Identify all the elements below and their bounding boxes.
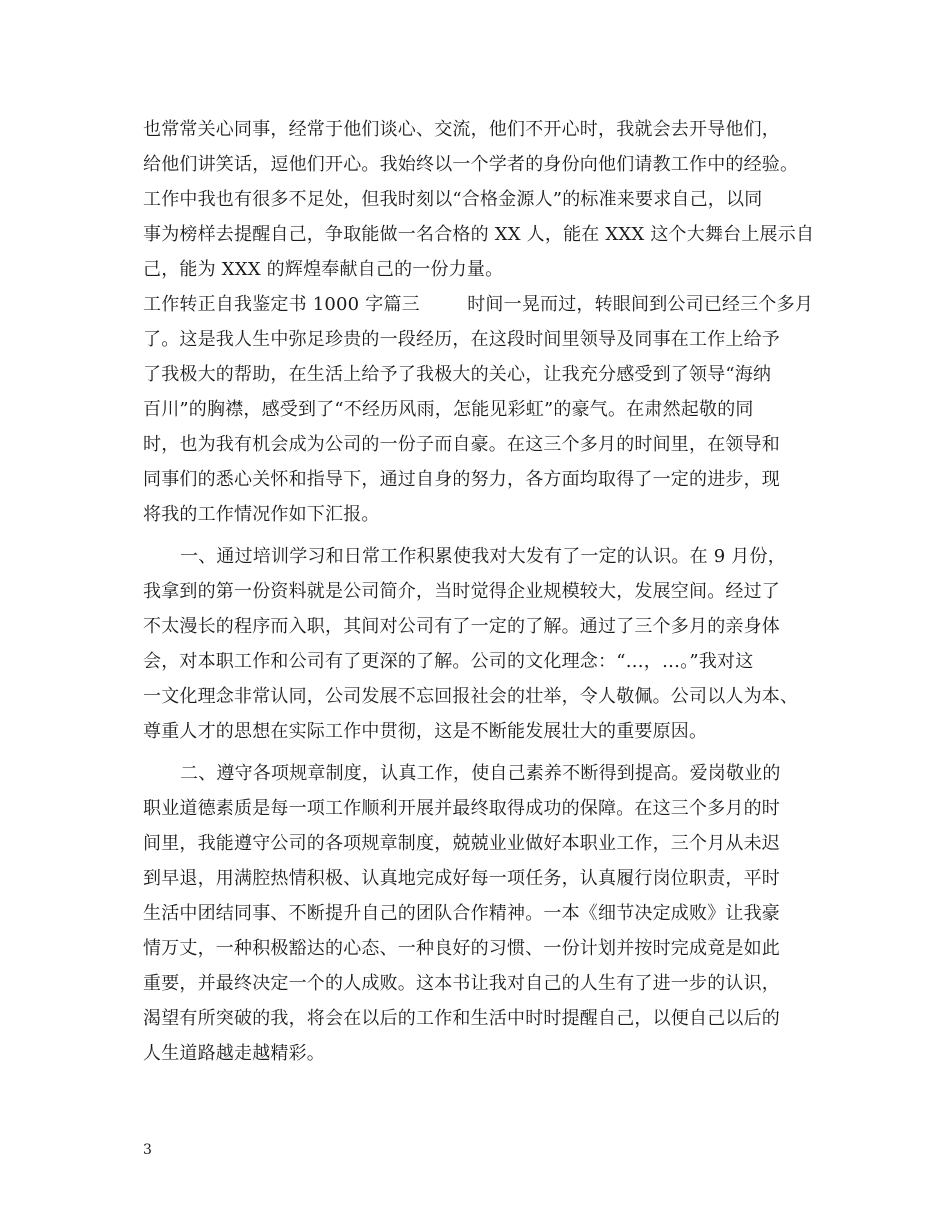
text-line: 会，对本职工作和公司有了更深的了解。公司的文化理念：“…，…。”我对这: [143, 651, 754, 672]
text-line: 重要，并最终决定一个的人成败。这本书让我对自己的人生有了进一步的认识，: [143, 973, 780, 994]
text-line: 了。这是我人生中弥足珍贵的一段经历，在这段时间里领导及同事在工作上给予: [143, 329, 780, 350]
text-line: 给他们讲笑话，逗他们开心。我始终以一个学者的身份向他们请教工作中的经验。: [143, 154, 799, 175]
text-line: 同事们的悉心关怀和指导下，通过自身的努力，各方面均取得了一定的进步，现: [143, 469, 780, 490]
text-line: 尊重人才的思想在实际工作中贯彻，这是不断能发展壮大的重要原因。: [143, 721, 708, 742]
page-number: 3: [143, 1142, 152, 1158]
text-line: 时，也为我有机会成为公司的一份子而自豪。在这三个多月的时间里，在领导和: [143, 434, 780, 455]
paragraph-first-line: 一、通过培训学习和日常工作积累使我对大发有了一定的认识。在 9 月份，: [180, 546, 786, 567]
text-line: 了我极大的帮助，在生活上给予了我极大的关心，让我充分感受到了领导“海纳: [143, 364, 772, 385]
text-line: 职业道德素质是每一项工作顺利开展并最终取得成功的保障。在这三个多月的时: [143, 798, 780, 819]
text-line: 人生道路越走越精彩。: [143, 1043, 325, 1064]
text-line: 己，能为 XXX 的辉煌奉献自己的一份力量。: [143, 259, 504, 280]
text-line: 我拿到的第一份资料就是公司简介，当时觉得企业规模较大，发展空间。经过了: [143, 581, 780, 602]
text-line: 工作中我也有很多不足处，但我时刻以“合格金源人”的标准来要求自己，以同: [143, 189, 763, 210]
text-line: 百川”的胸襟，感受到了“不经历风雨，怎能见彩虹”的豪气。在肃然起敬的同: [143, 399, 754, 420]
text-line: 生活中团结同事、不断提升自己的团队合作精神。一本《细节决定成败》让我豪: [143, 903, 780, 924]
text-line: 不太漫长的程序而入职，其间对公司有了一定的了解。通过了三个多月的亲身体: [143, 616, 780, 637]
paragraph-first-line: 二、遵守各项规章制度，认真工作，使自己素养不断得到提高。爱岗敬业的: [180, 763, 781, 784]
text-line: 一文化理念非常认同，公司发展不忘回报社会的壮举，令人敬佩。公司以人为本、: [143, 686, 799, 707]
section-heading-line: 工作转正自我鉴定书 1000 字篇三 时间一晃而过，转眼间到公司已经三个多月: [143, 294, 814, 315]
text-line: 将我的工作情况作如下汇报。: [143, 504, 380, 525]
text-line: 情万丈，一种积极豁达的心态、一种良好的习惯、一份计划并按时完成竟是如此: [143, 938, 780, 959]
text-line: 事为榜样去提醒自己，争取能做一名合格的 XX 人，能在 XXX 这个大舞台上展示自: [143, 224, 815, 245]
text-line: 到早退，用满腔热情积极、认真地完成好每一项任务，认真履行岗位职责，平时: [143, 868, 780, 889]
text-line: 渴望有所突破的我，将会在以后的工作和生活中时时提醒自己，以便自己以后的: [143, 1008, 780, 1029]
text-line: 也常常关心同事，经常于他们谈心、交流，他们不开心时，我就会去开导他们，: [143, 119, 780, 140]
text-line: 间里，我能遵守公司的各项规章制度，兢兢业业做好本职业工作，三个月从未迟: [143, 833, 780, 854]
